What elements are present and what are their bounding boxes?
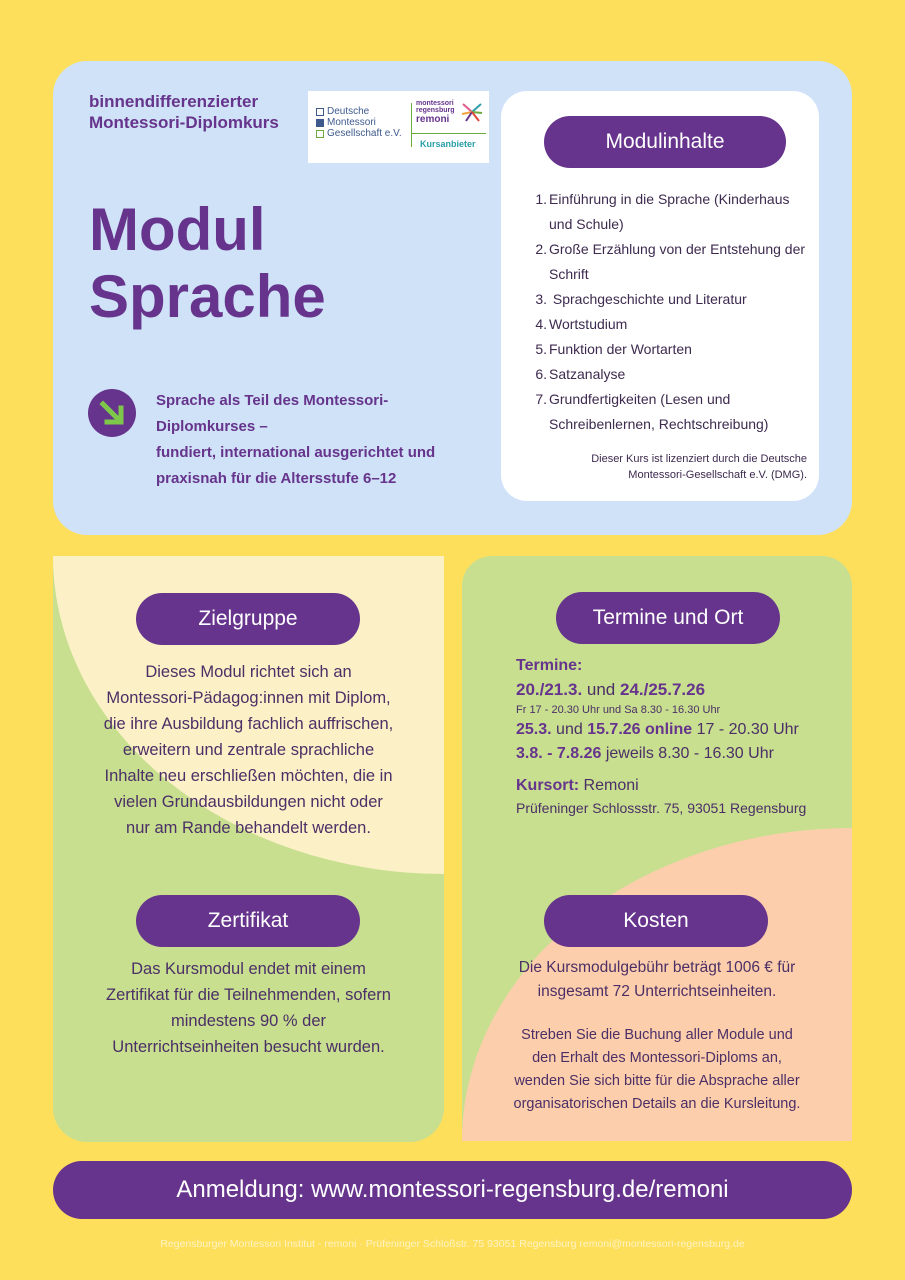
target-group-text: Dieses Modul richtet sich an Montessori-Pädagog:innen mit Diplom, die ihre Ausbildung fachlich auffrischen, erweitern und zentrale sprachliche Inhalte neu erschließen möchten, die in vielen Grundausbildungen nicht oder nur am Rande behandelt werden. [103, 663, 394, 837]
left-column [53, 556, 444, 1142]
footer: Regensburger Montessori Institut - remoni · Prüfeninger Schloßstr. 75 93051 Regensburg remoni@montessori-regensburg.de [160, 1238, 745, 1250]
page-title: Modul Sprache [89, 196, 326, 330]
partner-logo [308, 91, 489, 163]
list-item: 7. Grundfertigkeiten (Lesen und Schreibenlernen, Rechtschreibung) [535, 391, 769, 432]
dates-block: Termine: 20./21.3. und 24./25.7.26 Fr 17 - 20.30 Uhr und Sa 8.30 - 16.30 Uhr 25.3. und 15.7.26 online 17 - 20.30 Uhr 3.8. - 7.8.26 jeweils 8.30 - 16.30 Uhr Kursort: Remoni Prüfeninger Schlossstr. 75, 93051 Regensburg [516, 657, 807, 816]
module-contents-card [501, 91, 819, 501]
costs-text: Die Kursmodulgebühr beträgt 1006 € für insgesamt 72 Unterrichtseinheiten. Streben Sie die Buchung aller Module und den Erhalt des Montessori-Diploms an, wenden Sie sich bitte für die Absprache aller organisatorischen Details an die Kursleitung. [513, 959, 801, 1112]
tagline: Sprache als Teil des Montessori- Diplomkurses – fundiert, international ausgerichtet und praxisnah für die Altersstufe 6–12 [156, 392, 436, 487]
remoni-logo: montessori regensburg remoni [416, 100, 455, 125]
right-column [462, 556, 852, 1141]
target-group-heading: Zielgruppe [136, 593, 360, 645]
dmg-logo: Deutsche Montessori Gesellschaft e.V. [316, 106, 402, 139]
list-item: 2. Große Erzählung von der Entstehung der Schrift [535, 241, 806, 282]
star-icon [460, 101, 484, 123]
list-item: 5. Funktion der Wortarten [535, 341, 692, 357]
list-item: 3. Sprachgeschichte und Literatur [535, 291, 747, 307]
logo-role: Kursanbieter [420, 139, 476, 149]
module-contents-heading: Modulinhalte [544, 116, 786, 168]
course-kicker: binnendifferenzierter Montessori-Diplomkurs [89, 92, 279, 132]
header-card [53, 61, 852, 535]
module-list [529, 187, 811, 437]
signup-link[interactable]: Anmeldung: www.montessori-regensburg.de/remoni [53, 1161, 852, 1219]
certificate-heading: Zertifikat [136, 895, 360, 947]
certificate-text: Das Kursmodul endet mit einem Zertifikat für die Teilnehmenden, sofern mindestens 90 % der Unterrichtseinheiten besucht wurden. [106, 960, 391, 1056]
list-item: 1. Einführung in die Sprache (Kinderhaus und Schule) [535, 191, 790, 232]
dates-heading: Termine und Ort [556, 592, 780, 644]
costs-heading: Kosten [544, 895, 768, 947]
list-item: 6. Satzanalyse [535, 366, 626, 382]
list-item: 4. Wortstudium [535, 316, 628, 332]
license-note: Dieser Kurs ist lizenziert durch die Deutsche Montessori-Gesellschaft e.V. (DMG). [591, 453, 807, 481]
arrow-down-right-icon [88, 389, 136, 437]
